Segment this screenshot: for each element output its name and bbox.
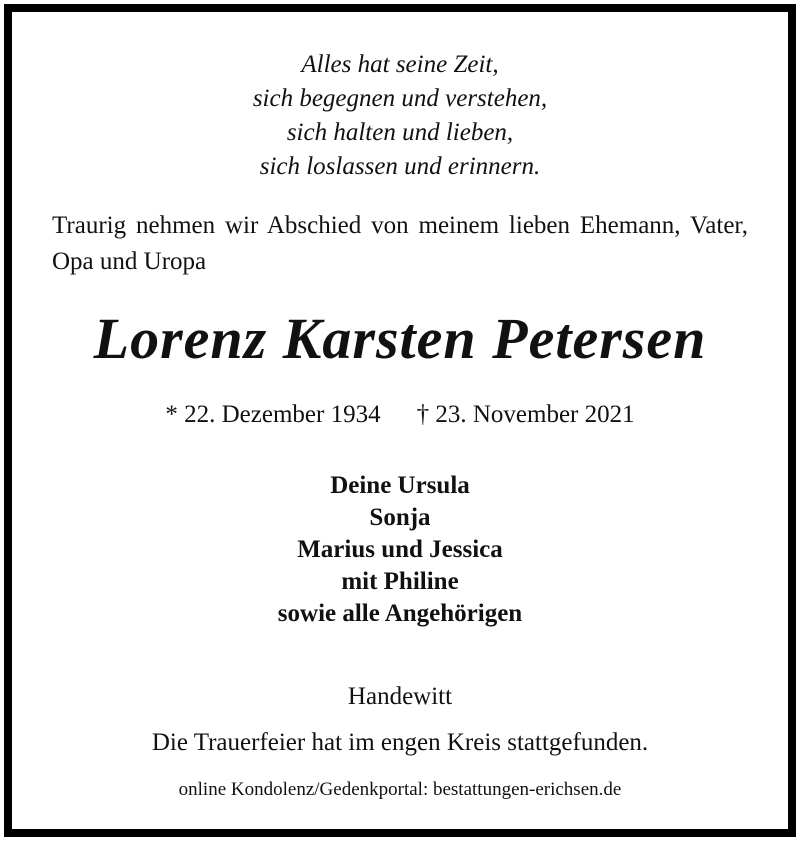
death-date: † 23. November 2021 bbox=[416, 401, 635, 428]
family-signature bbox=[12, 470, 788, 630]
family-line: Sonja bbox=[369, 504, 431, 531]
intro-text: Traurig nehmen wir Abschied von meinem lieben Ehemann, Vater, Opa und Uropa bbox=[52, 212, 748, 275]
deceased-name: Lorenz Karsten Petersen bbox=[93, 306, 707, 371]
poem bbox=[12, 48, 788, 184]
obituary-notice bbox=[4, 4, 796, 837]
place: Handewitt bbox=[347, 683, 453, 710]
family-line: Deine Ursula bbox=[330, 472, 470, 499]
life-dates bbox=[12, 398, 788, 432]
ceremony-note: Die Trauerfeier hat im engen Kreis stattgefunden. bbox=[151, 729, 649, 756]
family-line: Marius und Jessica bbox=[297, 536, 503, 563]
birth-date: * 22. Dezember 1934 bbox=[165, 401, 381, 428]
poem-line: sich loslassen und erinnern. bbox=[259, 153, 541, 180]
poem-line: Alles hat seine Zeit, bbox=[301, 51, 499, 78]
online-condolence: online Kondolenz/Gedenkportal: bestattungen-erichsen.de bbox=[178, 779, 622, 800]
poem-line: sich begegnen und verstehen, bbox=[252, 85, 548, 112]
poem-line: sich halten und lieben, bbox=[286, 119, 514, 146]
family-line: mit Philine bbox=[341, 568, 459, 595]
family-line: sowie alle Angehörigen bbox=[277, 600, 523, 627]
